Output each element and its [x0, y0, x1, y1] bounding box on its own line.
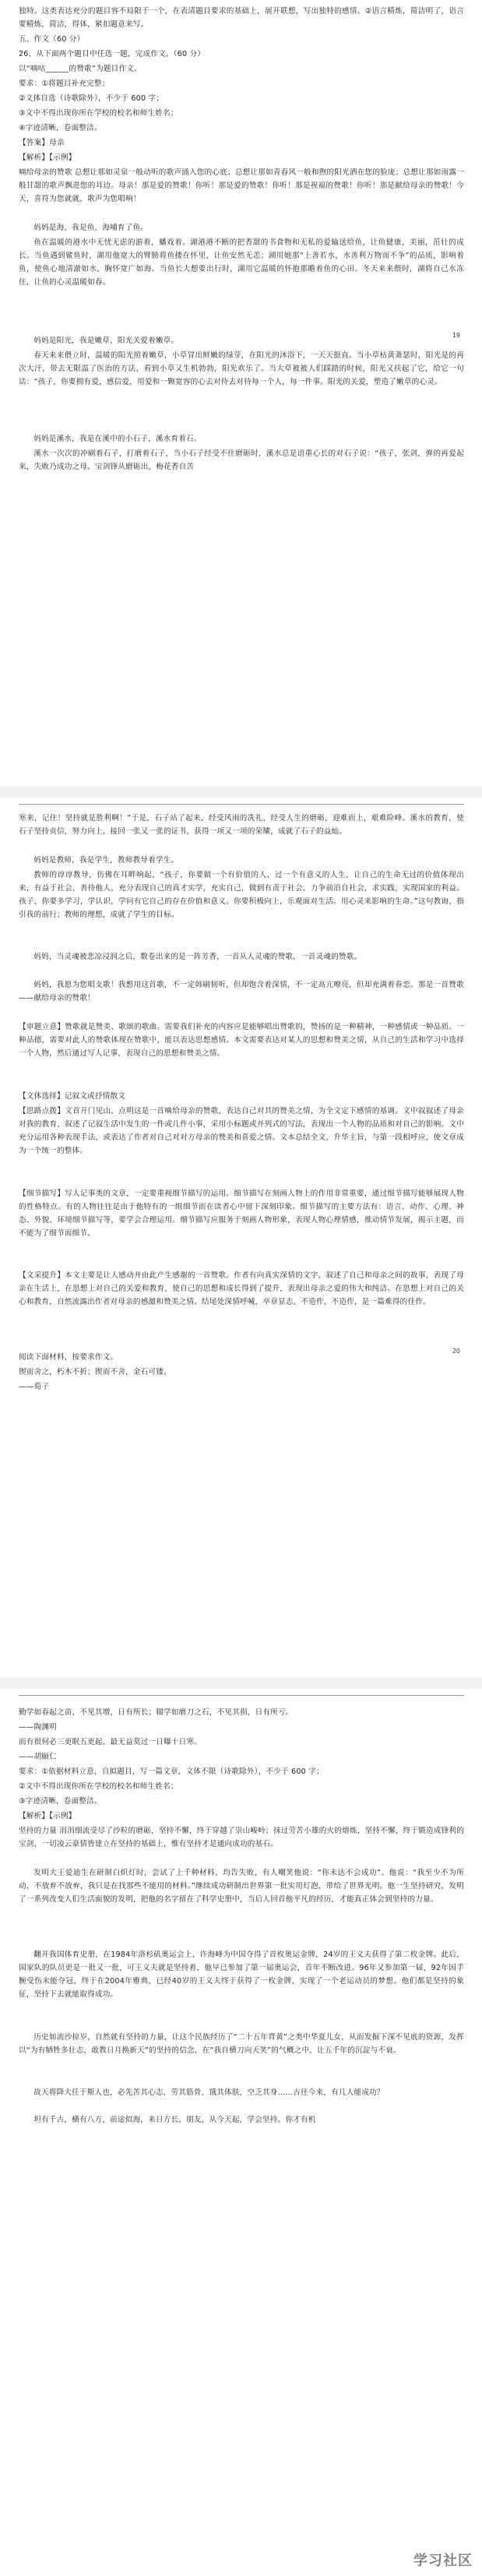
- review-paragraph: 【文采提升】本文主要是让人感动并由此产生感谢的一首赞歌。作者有向真实深情的文字，叙述了自己和母亲之间的故事，表现了母亲在生活上，在思想上对自己的关爱和教育，使自己的思想和成长得到了提升，表现出母亲之爱的伟大和纯洁。在思想上对自己的关心和教育，自然流露出作者对母亲的感激和赞美之情。结尾处深情呼喊，卒章显志，不造作，不造作，是一篇难得的佳作。: [19, 1271, 464, 1306]
- analysis-label: 【解析】【示例】: [19, 1812, 76, 1820]
- requirement-line: ③字迹清晰，卷面整洁。: [19, 1797, 102, 1806]
- essay-paragraph: 妈妈是溪水，我是在溪中的小石子，溪水育着石。: [33, 435, 202, 443]
- requirement-line: ③文中不得出现你所在学校的校名和师生姓名；: [19, 109, 178, 118]
- essay-paragraph: 教师的谆谆教导，仿佛在耳畔响起，“孩子，你要做一个有价值的人，过一个有意义的人生，让自己的生命无过的价值体现出来，有益于社会，善待他人，充分表现自己的真才实学，充实自己，做到有责于社会，力争前沿自社会，求实践，实现国家的利益。孩子，你要多学习，学认识，学问有它自己的存在价值和意义。你要积极向上，乐观面对生活。用心灵来影响的生命。”这句教诲，指引我的前行；教师的理想，成就了学生的目标。: [19, 871, 464, 919]
- document-page-2: [0, 798, 482, 1678]
- review-paragraph: 【细节描写】写人记事类的文章，一定要重视细节描写的运用。细节描写在刻画人物上的作用非常重要，通过细节描写能够展现人物的性格特点。有的人物往往是由于他特有的一组细节而在读者心中留下深刻印象。细节描写的主要方法有：语言、动作、心理、神态、外貌、环境细节描写等，要学会合理运用。细节描写应服务于刻画人物形象，表现人物心理情感，推动情节发展，揭示主题，而不能为了细节而细节。: [19, 1189, 464, 1238]
- essay-paragraph: 春天来来偎立时，温暖的阳光照着嫩草，小草冒出鲜嫩的绿芽，在阳光的沐浴下，一天天挺直。当小草枯黄萧瑟时，阳光是的再次大汗，带去无限温了医治的方法，看到小草又生机勃勃，阳光欢乐了。当大草被被人们踩踏的时候，阳光又扶起了它，给它一句话：“孩子，你要拥有爱，感信爱，用爱和一颗宽容的心去对待去对待每一个人，每一件事。阳光的关爱，塑造了嫩草的心灵。: [19, 351, 464, 386]
- essay-paragraph: 寒来，记住！坚持就是胜利啊！”于是，石子站了起来，经受风雨的冼礼，经受人生的磨砺，迎难而上，艰难险峰。溪水的教育，使石子坚持贞信，努力向上，接回一张又一张的证书，获得一项又一项的荣耀，成就了石子的益灿。: [19, 814, 464, 836]
- text-line: 独特。这类表达充分的题目容不局限于一个，在表清题目要求的基础上，展开联想，写出独特的感情。②语言精炼，简洁明了，语言要精炼，简洁，得体，紧扣题意来写。: [19, 7, 464, 29]
- quote-attribution: ——荀子: [19, 1383, 50, 1391]
- section-heading: 五、作文（60 分）: [19, 35, 85, 44]
- question-title: 26、从下面两个题目中任选一题，完成作文。（60 分）: [19, 50, 206, 58]
- prompt-line: 以“嘀咕______的赞歌”为题目作文。: [19, 65, 142, 73]
- essay-paragraph: 妈妈是海，我是鱼，海哺育了鱼。: [33, 224, 149, 232]
- quote-attribution: ——陶渊明: [19, 1723, 57, 1732]
- requirement-line: 要求：①依据材料立意，自拟题目，写一篇文章，文体不限（诗歌除外），不少于 600 字；: [19, 1767, 324, 1776]
- essay-paragraph: 妈妈是教师，我是学生，教师教导着学生。: [33, 856, 179, 865]
- document-page-1: [0, 0, 482, 787]
- essay-paragraph: 翻开我国体育史册，在1984年洛杉矶奥运会上，许海峰为中国夺得了首枚奥运金牌，24岁的王义夫获得了第二枚金牌。此后，国家队的队员更是一批又一批，可王义夫就是坚持着，他早已参加了第一届奥运会，首年不断改进。96年又参加第一届，92年因手腕受伤未能夺冠，终于在2004年雅典，已经40岁的王义夫终于获得了一枚金牌，实现了一个老运动员的梦想。他们都是坚持的象征，坚持下去就能取得成功。: [19, 1951, 464, 1999]
- essay-paragraph: 坦有千古，横有八方，前途似海，来日方长，朋友，从今天起，学会坚持。你才有机: [33, 2116, 316, 2124]
- review-paragraph: 【思路点拨】文首开门见山，点明这是一首嘀给母亲的赞歌，表达自己对其的赞美之情，为全文定下感情的基调。文中叙叙述了母亲对我的教育，叙述了记叙生活中发生的一件或几件小事，采用小标题或并列式的写法，表现出一个人物的品质和对自己的影响。文中充分运用各种表现手法，或表达了作者对自己对对方母亲的赞美和喜爱之情。文本总结全文，升华主旨，与第一段相呼应，使文章成为一个统一的整体。: [19, 1107, 464, 1155]
- essay-paragraph: 故天将降大任于斯人也，必先苦其心志，劳其筋骨，饿其体肤，空乏其身……古往今来，有几人能成功？: [33, 2088, 385, 2097]
- requirement-line: ②文体自选（诗歌除外），不少于 600 字；: [19, 94, 164, 103]
- essay-paragraph: 历史如流沙掠岁，自然就有坚持的力量，让这个民族经历了“二十五年背黄”之类中华夏儿女，从而发掘下深不见底的资源，发挥以“为有牺牲多壮志，敢教日月换新天”的坚持的信念，在“我自横刀向天笑”的气概之中，让五千年的沉淀与不衰。: [19, 2033, 464, 2055]
- essay-paragraph: 嘀给母亲的赞歌 总想让那如灵泉一般动听的歌声涌入您的心底；总想让那如青春风一般和煦的阳光洒在您的脸庞；总想让那如雨露一般甘甜的歌声飘进您的耳边。母亲！那是爱的赞歌！你听！那是爱的赞歌！你听！那是祝福的赞歌！你听！那是献给母亲的赞歌！今天，喜符为您就就，歌声为您唱响！: [19, 168, 464, 203]
- requirement-line: ④字迹清晰，卷面整洁。: [19, 124, 102, 132]
- quote-line: 锲而舍之，朽木不折；锲而不舍，金石可镂。: [19, 1368, 171, 1376]
- quote-attribution: ——胡颐仁: [19, 1753, 57, 1761]
- essay-paragraph: 妈妈，当灵魂被悲凉浸润之后，数卷出来的是一阵芳香，一首从人灵魂的赞歌，一首灵魂的赞歌。: [33, 953, 362, 961]
- header-rule: [19, 1695, 464, 1696]
- header-rule: [19, 804, 464, 805]
- essay-paragraph: 发明大王爱迪生在研制白炽灯时，尝试了上千种材料，均告失败，有人嘲笑他说：“你未达不会成功”。他说：“我至少不为所动，不放弃不放弃，我只是在找那些不能用的材料。”继续成功研制出世界第一批实用灯泡，带给了世界光明。他一生坚持研究，发明了一系列改变人们生活面貌的发明，把他的名字留在了科学史册中，当后人回首他平凡的经历，才能真正体会到坚持的力量。: [19, 1869, 464, 1904]
- document-page-3: [0, 1689, 482, 2576]
- requirement-line: ②文中不得出现你所在学校的校名和师生姓名；: [19, 1782, 178, 1791]
- essay-paragraph: 鱼在温暖的港水中无忧无虑的游着，蟠戏着。湖港港不断的把香甜的书食物和无私的爱输送给鱼，让鱼健康，美丽，茁壮的成长。当鱼遇到鲨鱼时，湖用他宽大的臂膀将鱼搂在怀里，让鱼安然无恙；湖用她那“上善若水，水善利万物而不争”的品质，影响着鱼，使鱼心地清澈如水，胸怀宽广如海。当鱼长大想要出行时，湖用它温暖的怀抱那瞻着鱼的心田。冬天来来偎时，湖将自己水冻住，让鱼的心灵温暖如春。: [19, 238, 464, 287]
- answer-label: 【答案】母亲: [19, 139, 65, 147]
- page-separator: [0, 1678, 482, 1689]
- page-separator: [0, 787, 482, 798]
- quote-line: 而有很何必三更眠五更起，最无益莫过一日曝十日寒。: [19, 1738, 202, 1746]
- essay-paragraph: 溪水一次次的冲刷着石子，打磨着石子，当小石子经受不住磨砺时，溪水总是语重心长的对石子说：“孩子，张剑，弹的再爱起来，失败乃成功之母。宝剑锋从磨砺出，梅花香自苦: [19, 449, 464, 471]
- site-watermark-logo: 学习社区: [413, 2553, 473, 2569]
- page-number: 19: [452, 332, 460, 339]
- quote-line: 勤学如春起之苗，不见其增，日有所长；辍学如磨刀之石，不见其损，日有所亏。: [19, 1708, 294, 1717]
- requirement-line: 要求：①将题目补充完整；: [19, 79, 110, 88]
- style-label: 【文体选择】记叙文或抒情散文: [19, 1092, 126, 1101]
- review-paragraph: 【审题立意】赞歌就是赞美、歌颂的歌曲。需要我们补充的内容应是能够唱出赞歌的，赞扬的是一种精神，一种感情或一种品质。一种品德，需要对此人的赞歌体现在赞歌中，能以表达思想感情。本文需要表达对某人的思想和赞美之情，从自己的生活和学习中选择一个人物，然后通过写人记事，表现自己的思想和赞美之情。: [19, 1023, 464, 1058]
- instruction-line: 阅读下面材料，按要求作文。: [19, 1353, 118, 1362]
- page-number: 20: [452, 1348, 460, 1355]
- essay-paragraph: 坚持的力量 涓涓细流受尽了沙粒的磨砺，坚持不懈，终于穿越了崇山峻岭；抹过劳苦小雄的火的熔炼，坚持不懈，终于锻造成锋利的宝剑，一切凌云豪情皆建立在坚持的基础上，惟有坚持才是通向成功的基石。: [19, 1827, 464, 1848]
- analysis-label: 【解析】【示例】: [19, 153, 76, 162]
- essay-paragraph: 妈妈是阳光，我是嫩草，阳光关爱着嫩草。: [33, 337, 179, 345]
- essay-paragraph: 妈妈，我愿为您唱支歌！我想用这首歌，不一定韩刷韧听，但却饱含着深情，不一定高亢嘹亮，但却充满着眷恋。那是一首赞歌——献给母亲的赞歌！: [19, 981, 464, 1003]
